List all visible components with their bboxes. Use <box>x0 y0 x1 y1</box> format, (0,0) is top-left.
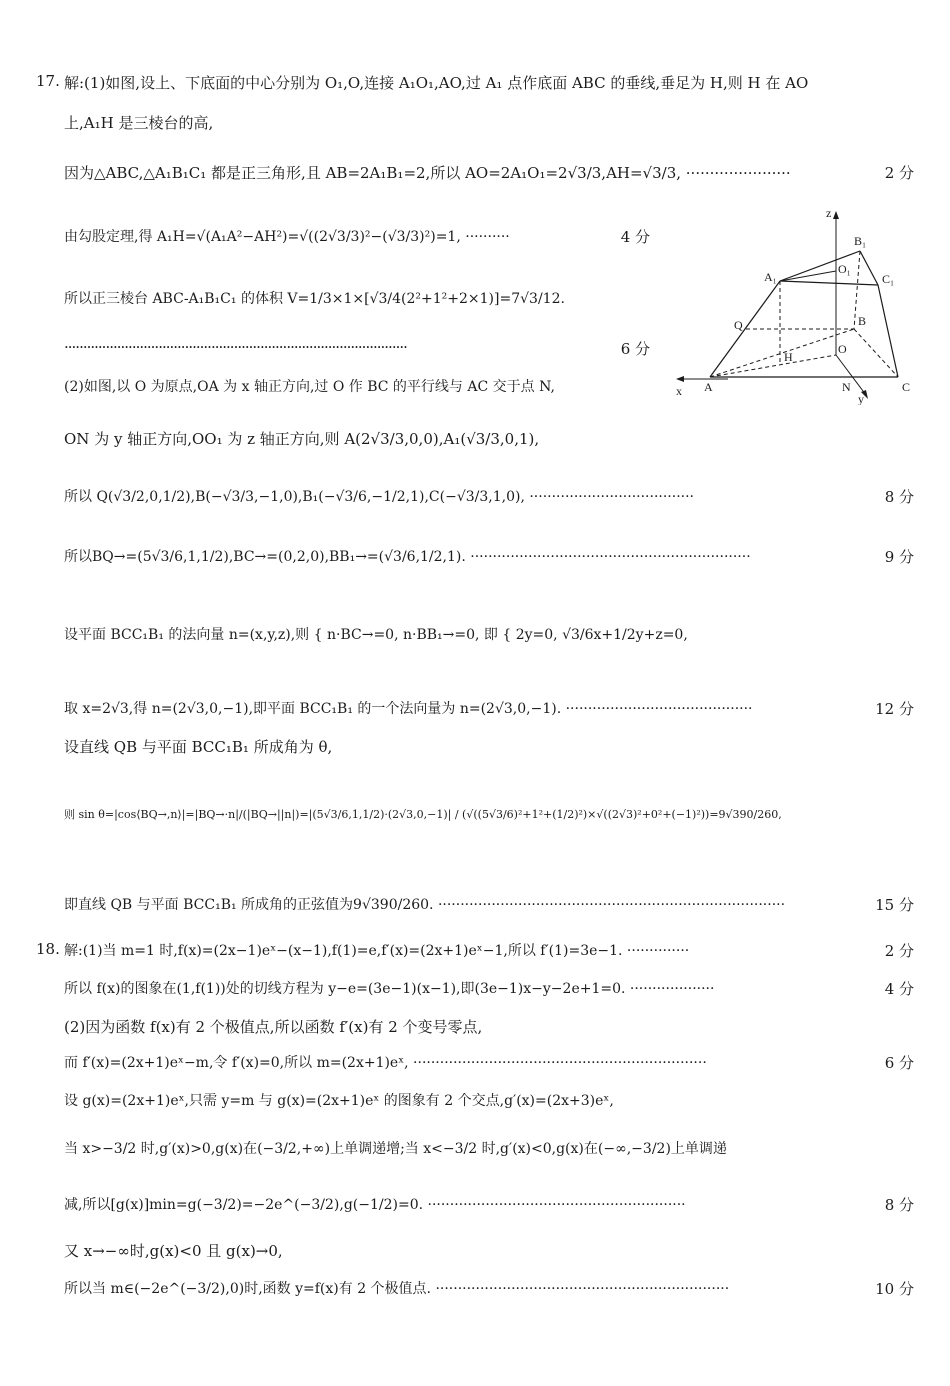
edge-a1c1 <box>780 281 878 285</box>
score-mark: 8 分 <box>884 1196 914 1214</box>
score-mark: 6 分 <box>884 1054 914 1072</box>
frustum-figure <box>668 205 918 405</box>
y-axis <box>836 355 866 395</box>
solution-text: 又 x→−∞时,g(x)<0 且 g(x)→0, <box>64 1242 283 1260</box>
score-mark: 2 分 <box>884 164 914 182</box>
solution-text: 所以 Q(√3/2,0,1/2),B(−√3/3,−1,0),B₁(−√3/6,−1/2,1),C(−√3/3,1,0), ····································· <box>64 489 694 505</box>
segment-ao <box>710 355 836 377</box>
score-mark: 6 分 <box>620 340 650 358</box>
solution-text: 所以当 m∈(−2e^(−3/2),0)时,函数 y=f(x)有 2 个极值点. ·································································· <box>64 1281 730 1297</box>
problem-number: 17. <box>36 72 60 90</box>
label-o1: O₁ <box>838 262 851 276</box>
label-a1: A₁ <box>764 270 777 284</box>
problem-number: 18. <box>36 940 60 958</box>
label-y: y <box>858 392 864 405</box>
solution-text: 所以BQ→=(5√3/6,1,1/2),BC→=(0,2,0),BB₁→=(√3/6,1/2,1). ······························································· <box>64 549 751 565</box>
solution-text: (2)因为函数 f(x)有 2 个极值点,所以函数 f′(x)有 2 个变号零点, <box>64 1018 483 1036</box>
label-z: z <box>826 206 832 220</box>
label-c: C <box>902 380 911 394</box>
edge-b1c1 <box>860 251 878 285</box>
label-a: A <box>704 380 713 394</box>
label-x: x <box>676 384 682 398</box>
label-b: B <box>858 314 867 328</box>
label-o: O <box>838 342 847 356</box>
label-q: Q <box>734 318 743 332</box>
z-axis-arrow-icon <box>833 211 839 219</box>
solution-text: 减,所以[g(x)]min=g(−3/2)=−2e^(−3/2),g(−1/2)=0. ·························································· <box>64 1197 686 1213</box>
solution-text: 设平面 BCC₁B₁ 的法向量 n=(x,y,z),则 { n·BC→=0, n·BB₁→=0, 即 { 2y=0, √3/6x+1/2y+z=0, <box>64 627 688 643</box>
solution-text: 解:(1)当 m=1 时,f(x)=(2x−1)eˣ−(x−1),f(1)=e,f′(x)=(2x+1)eˣ−1,所以 f′(1)=3e−1. ·············· <box>64 943 690 959</box>
edge-bc <box>854 329 898 377</box>
solution-text: 当 x>−3/2 时,g′(x)>0,g(x)在(−3/2,+∞)上单调递增;当 x<−3/2 时,g′(x)<0,g(x)在(−∞,−3/2)上单调递 <box>64 1141 727 1157</box>
edge-ab <box>710 329 854 377</box>
solution-text: ON 为 y 轴正方向,OO₁ 为 z 轴正方向,则 A(2√3/3,0,0),A₁(√3/3,0,1), <box>64 430 540 448</box>
solution-text: 而 f′(x)=(2x+1)eˣ−m,令 f′(x)=0,所以 m=(2x+1)eˣ, ·································································· <box>64 1055 707 1071</box>
score-mark: 4 分 <box>884 980 914 998</box>
segment-a1o1 <box>780 271 836 281</box>
solution-text: 上,A₁H 是三棱台的高, <box>64 114 214 132</box>
solution-text: 解:(1)如图,设上、下底面的中心分别为 O₁,O,连接 A₁O₁,AO,过 A₁ 点作底面 ABC 的垂线,垂足为 H,则 H 在 AO <box>64 74 809 92</box>
score-mark: 2 分 <box>884 942 914 960</box>
score-mark: 4 分 <box>620 228 650 246</box>
dot-leader: ··························································································· <box>64 338 407 356</box>
solution-text: 所以正三棱台 ABC-A₁B₁C₁ 的体积 V=1/3×1×[√3/4(2²+1²+2×1)]=7√3/12. <box>64 291 565 307</box>
solution-text: 由勾股定理,得 A₁H=√(A₁A²−AH²)=√((2√3/3)²−(√3/3)²)=1, ·········· <box>64 229 510 245</box>
label-c1: C₁ <box>882 272 895 286</box>
score-mark: 9 分 <box>884 548 914 566</box>
label-b1: B₁ <box>854 234 867 248</box>
score-mark: 15 分 <box>875 896 914 914</box>
score-mark: 12 分 <box>875 700 914 718</box>
frustum-diagram <box>668 205 918 405</box>
solution-text: 所以 f(x)的图象在(1,f(1))处的切线方程为 y−e=(3e−1)(x−1),即(3e−1)x−y−2e+1=0. ··················· <box>64 981 715 997</box>
solution-text: 设 g(x)=(2x+1)eˣ,只需 y=m 与 g(x)=(2x+1)eˣ 的图象有 2 个交点,g′(x)=(2x+3)eˣ, <box>64 1093 614 1109</box>
solution-text: 因为△ABC,△A₁B₁C₁ 都是正三角形,且 AB=2A₁B₁=2,所以 AO=2A₁O₁=2√3/3,AH=√3/3, ······················ <box>64 164 791 182</box>
score-mark: 8 分 <box>884 488 914 506</box>
solution-text: 取 x=2√3,得 n=(2√3,0,−1),即平面 BCC₁B₁ 的一个法向量为 n=(2√3,0,−1). ·········································· <box>64 701 753 717</box>
score-mark: 10 分 <box>875 1280 914 1298</box>
solution-text: 即直线 QB 与平面 BCC₁B₁ 所成角的正弦值为9√390/260. ·············································································· <box>64 897 786 913</box>
solution-text: 设直线 QB 与平面 BCC₁B₁ 所成角为 θ, <box>64 738 333 756</box>
label-n: N <box>842 380 851 394</box>
solution-text: (2)如图,以 O 为原点,OA 为 x 轴正方向,过 O 作 BC 的平行线与 AC 交于点 N, <box>64 379 555 395</box>
label-h: H <box>784 350 793 364</box>
edge-cc1 <box>878 285 898 377</box>
solution-text: 则 sin θ=|cos⟨BQ→,n⟩|=|BQ→·n|/(|BQ→||n|)=|(5√3/6,1,1/2)·(2√3,0,−1)| / (√((5√3/6)²+1²+(1/2)²)×√((2√3)²+0²+(−1)²))=9√390/260, <box>64 808 782 821</box>
x-axis-arrow-icon <box>676 376 684 382</box>
